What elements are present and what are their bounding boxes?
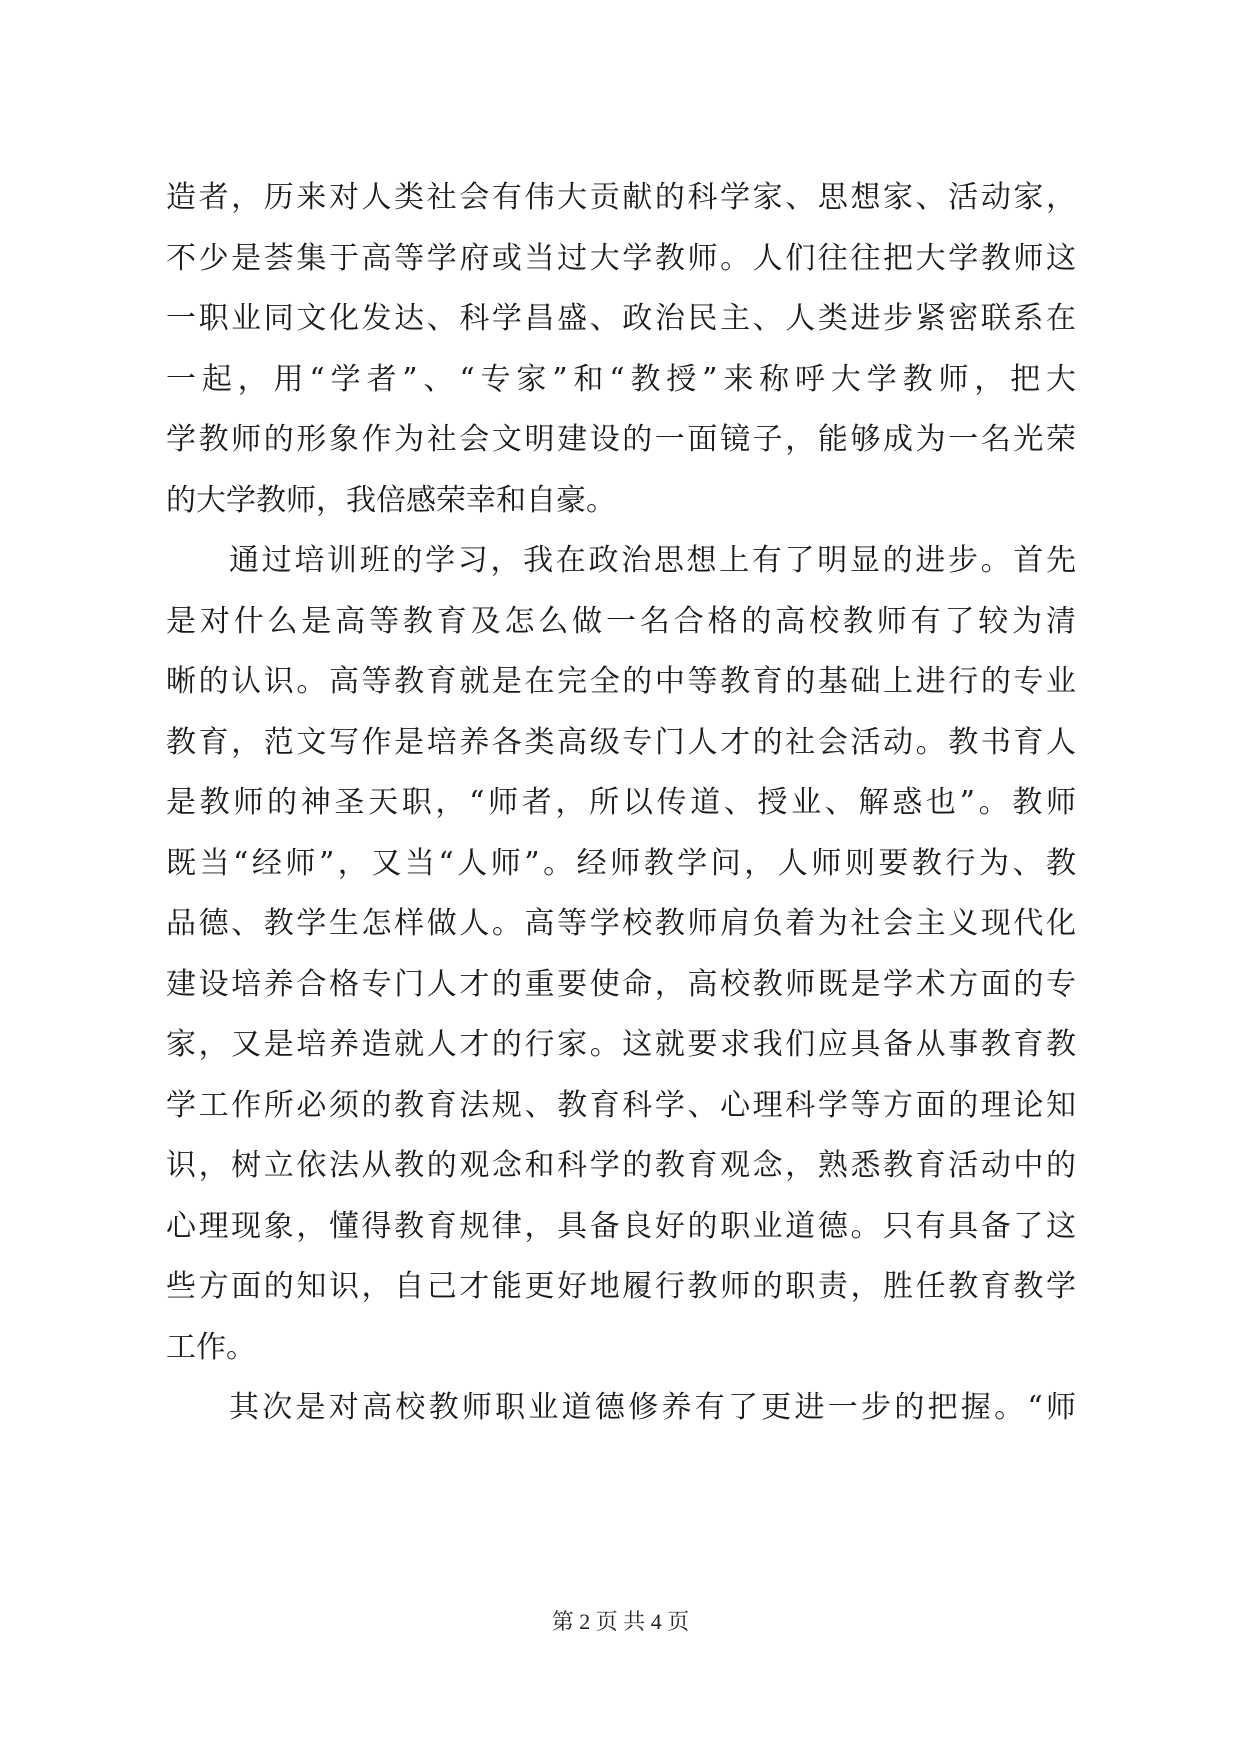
- text-line: 通过培训班的学习，我在政治思想上有了明显的进步。首先: [229, 543, 1076, 578]
- text-line: 的大学教师，我倍感荣幸和自豪。: [166, 482, 616, 518]
- text-line: 学工作所必须的教育法规、教育科学、心理科学等方面的理论知: [166, 1087, 1076, 1123]
- text-line: 晰的认识。高等教育就是在完全的中等教育的基础上进行的专业: [166, 664, 1076, 699]
- text-line: 是教师的神圣天职，“师者，所以传道、授业、解惑也”。教师: [166, 785, 1076, 820]
- page-footer: 第 2 页 共 4 页: [551, 1609, 690, 1634]
- text-line: 建设培养合格专门人才的重要使命，高校教师既是学术方面的专: [166, 966, 1076, 1002]
- paragraph-1: [166, 168, 1076, 531]
- text-line: 不少是荟集于高等学府或当过大学教师。人们往往把大学教师这: [166, 240, 1076, 276]
- text-line: 其次是对高校教师职业道德修养有了更进一步的把握。“师: [229, 1390, 1076, 1425]
- text-line: 工作。: [166, 1329, 256, 1365]
- text-line: 既当“经师”，又当“人师”。经师教学问，人师则要教行为、教: [166, 845, 1076, 881]
- text-line: 家，又是培养造就人才的行家。这就要求我们应具备从事教育教: [166, 1027, 1076, 1062]
- text-line: 是对什么是高等教育及怎么做一名合格的高校教师有了较为清: [166, 603, 1076, 639]
- text-line: 心理现象，懂得教育规律，具备良好的职业道德。只有具备了这: [166, 1208, 1076, 1244]
- text-line: 教育，范文写作是培养各类高级专门人才的社会活动。教书育人: [166, 724, 1076, 760]
- text-line: 品德、教学生怎样做人。高等学校教师肩负着为社会主义现代化: [166, 906, 1076, 941]
- text-line: 些方面的知识，自己才能更好地履行教师的职责，胜任教育教学: [166, 1269, 1076, 1304]
- text-line: 造者，历来对人类社会有伟大贡献的科学家、思想家、活动家，: [166, 180, 1076, 215]
- paragraph-2: [166, 531, 1076, 1378]
- text-line: 一起，用“学者”、“专家”和“教授”来称呼大学教师，把大: [166, 361, 1076, 397]
- text-line: 学教师的形象作为社会文明建设的一面镜子，能够成为一名光荣: [166, 422, 1076, 457]
- text-line: 一职业同文化发达、科学昌盛、政治民主、人类进步紧密联系在: [166, 301, 1076, 336]
- text-line: 识，树立依法从教的观念和科学的教育观念，熟悉教育活动中的: [166, 1148, 1076, 1183]
- paragraph-3: [166, 1378, 1076, 1439]
